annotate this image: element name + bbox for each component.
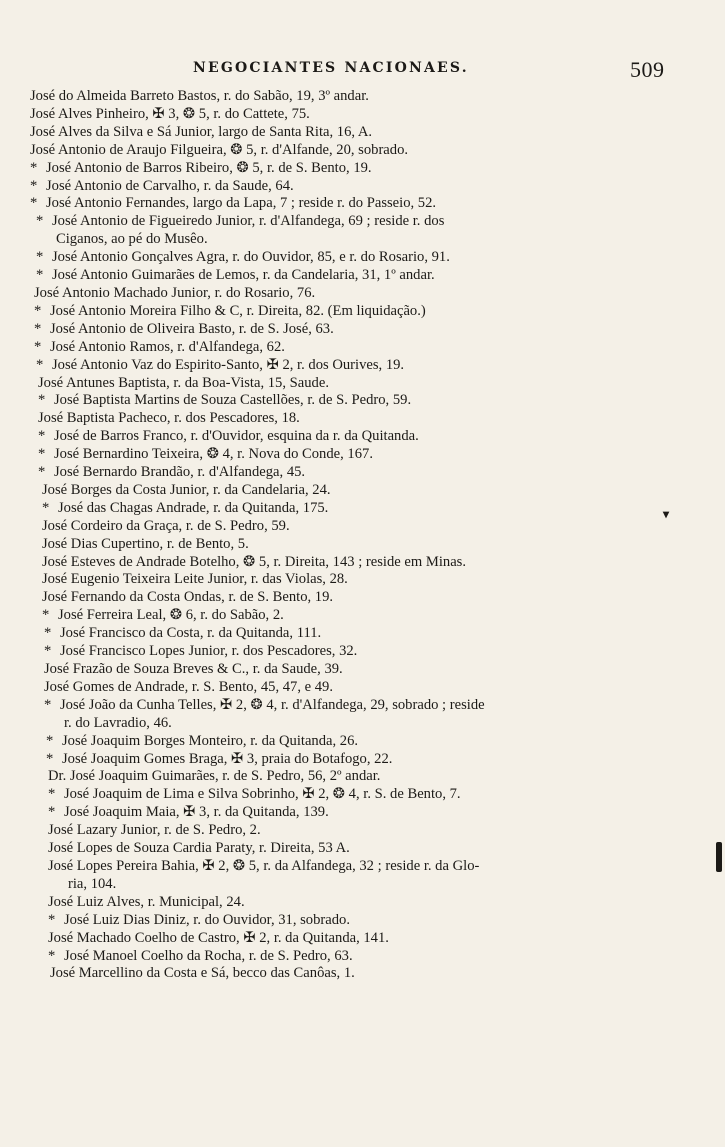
directory-entry (0, 303, 725, 321)
asterisk-mark: * (38, 392, 46, 409)
entry-continuation: Ciganos, ao pé do Musêo. (56, 231, 208, 248)
entry-text: José Francisco Lopes Junior, r. dos Pescadores, 32. (60, 643, 358, 660)
entry-text: José Machado Coelho de Castro, ✠ 2, r. da Quitanda, 141. (48, 929, 389, 946)
page-header (0, 57, 725, 84)
entry-continuation: r. do Lavradio, 46. (64, 714, 172, 731)
directory-entry (0, 339, 725, 357)
asterisk-mark: * (46, 750, 54, 767)
asterisk-mark: * (34, 320, 42, 337)
entry-text: José Antonio Moreira Filho & C, r. Direita, 82. (Em liquidação.) (50, 302, 426, 319)
entry-text: José Cordeiro da Graça, r. de S. Pedro, 59. (42, 517, 290, 534)
directory-entry (0, 733, 725, 751)
directory-entry (0, 894, 725, 912)
asterisk-mark: * (44, 625, 52, 642)
asterisk-mark: * (38, 446, 46, 463)
entry-text: José Manoel Coelho da Rocha, r. de S. Pedro, 63. (64, 947, 353, 964)
entry-text: José Ferreira Leal, ❂ 6, r. do Sabão, 2. (58, 607, 284, 624)
entry-text: José Antonio de Figueiredo Junior, r. d'Alfandega, 69 ; reside r. dos (52, 213, 445, 230)
asterisk-mark: * (48, 911, 56, 928)
entry-text: José Baptista Pacheco, r. dos Pescadores, 18. (38, 410, 300, 427)
asterisk-mark: * (36, 267, 44, 284)
entry-text: José Francisco da Costa, r. da Quitanda, 111. (60, 625, 322, 642)
directory-entry (0, 768, 725, 786)
entry-text: José das Chagas Andrade, r. da Quitanda, 175. (58, 499, 329, 516)
entry-text: José Fernando da Costa Ondas, r. de S. Bento, 19. (42, 589, 334, 606)
entry-text: José Marcellino da Costa e Sá, becco das Canôas, 1. (50, 965, 355, 982)
entry-text: José Antonio Vaz do Espirito-Santo, ✠ 2, r. dos Ourives, 19. (52, 356, 405, 373)
entry-text: José Frazão de Souza Breves & C., r. da Saude, 39. (44, 661, 343, 677)
directory-entry (0, 697, 725, 733)
entry-text: José Antunes Baptista, r. da Boa-Vista, 15, Saude. (38, 374, 329, 391)
margin-speck: ▾ (663, 507, 670, 521)
entry-text: José Antonio de Araujo Filgueira, ❂ 5, r. d'Alfande, 20, sobrado. (30, 141, 409, 158)
directory-entry (0, 124, 725, 142)
asterisk-mark: * (38, 428, 46, 445)
entry-text: José Antonio de Oliveira Basto, r. de S. José, 63. (50, 320, 334, 337)
entry-text: José Baptista Martins de Souza Castellões, r. de S. Pedro, 59. (54, 392, 412, 409)
directory-entry (0, 357, 725, 375)
directory-entry (0, 858, 725, 894)
directory-entry (0, 500, 725, 518)
asterisk-mark: * (30, 195, 38, 212)
asterisk-mark: * (48, 947, 56, 964)
entry-text: José Joaquim Gomes Braga, ✠ 3, praia do Botafogo, 22. (62, 750, 393, 767)
asterisk-mark: * (42, 499, 50, 516)
directory-entry (0, 464, 725, 482)
directory-entry (0, 948, 725, 966)
directory-entry (0, 804, 725, 822)
entry-text: José Antonio de Carvalho, r. da Saude, 64. (46, 177, 294, 194)
entry-text: José Joaquim de Lima e Silva Sobrinho, ✠ 2, ❂ 4, r. S. de Bento, 7. (64, 786, 461, 803)
asterisk-mark: * (38, 464, 46, 481)
directory-entry (0, 482, 725, 500)
directory-entry (0, 625, 725, 643)
directory-entry (0, 536, 725, 554)
entry-text: José Gomes de Andrade, r. S. Bento, 45, 47, e 49. (44, 678, 334, 695)
directory-entry (0, 178, 725, 196)
directory-entry (0, 554, 725, 572)
directory-entry (0, 195, 725, 213)
entry-text: José Borges da Costa Junior, r. da Candelaria, 24. (42, 481, 331, 498)
asterisk-mark: * (34, 338, 42, 355)
asterisk-mark: * (44, 643, 52, 660)
entry-text: José Luiz Dias Diniz, r. do Ouvidor, 31, sobrado. (64, 911, 350, 928)
page-edge-mark (716, 842, 722, 872)
directory-entry (0, 267, 725, 285)
entry-text: José Alves Pinheiro, ✠ 3, ❂ 5, r. do Cattete, 75. (30, 105, 310, 122)
directory-entry (0, 375, 725, 393)
entry-text: José Antonio Fernandes, largo da Lapa, 7 ; reside r. do Passeio, 52. (46, 195, 437, 212)
entry-text: José Antonio Gonçalves Agra, r. do Ouvidor, 85, e r. do Rosario, 91. (52, 249, 450, 266)
asterisk-mark: * (42, 607, 50, 624)
directory-entry (0, 607, 725, 625)
directory-entry (0, 786, 725, 804)
entry-text: José Esteves de Andrade Botelho, ❂ 5, r. Direita, 143 ; reside em Minas. (42, 553, 467, 570)
entry-text: José Antonio Ramos, r. d'Alfandega, 62. (50, 338, 285, 355)
directory-entry (0, 589, 725, 607)
asterisk-mark: * (44, 696, 52, 713)
directory-entry (0, 410, 725, 428)
page-number: 509 (630, 57, 665, 82)
entry-text: José Lazary Junior, r. de S. Pedro, 2. (48, 822, 261, 839)
directory-entry (0, 428, 725, 446)
directory-entry (0, 88, 725, 106)
entry-text: Dr. José Joaquim Guimarães, r. de S. Pedro, 56, 2º andar. (48, 768, 381, 785)
asterisk-mark: * (30, 159, 38, 176)
directory-entry (0, 518, 725, 536)
entry-text: José Alves da Silva e Sá Junior, largo de Santa Rita, 16, A. (30, 123, 373, 140)
directory-entry (0, 321, 725, 339)
asterisk-mark: * (48, 804, 56, 821)
entry-text: José de Barros Franco, r. d'Ouvidor, esquina da r. da Quitanda. (54, 428, 419, 445)
asterisk-mark: * (48, 786, 56, 803)
asterisk-mark: * (36, 249, 44, 266)
entry-text: José Eugenio Teixeira Leite Junior, r. das Violas, 28. (42, 571, 348, 588)
entry-text: José Joaquim Maia, ✠ 3, r. da Quitanda, 139. (64, 804, 329, 821)
entry-text: José Bernardino Teixeira, ❂ 4, r. Nova do Conde, 167. (54, 446, 373, 463)
entry-text: José Lopes de Souza Cardia Paraty, r. Direita, 53 A. (48, 840, 350, 857)
entry-text: José Joaquim Borges Monteiro, r. da Quitanda, 26. (62, 732, 359, 749)
directory-entry (0, 751, 725, 769)
asterisk-mark: * (36, 213, 44, 230)
merchant-list (0, 88, 725, 983)
directory-entry (0, 249, 725, 267)
directory-entry (0, 643, 725, 661)
section-title: NEGOCIANTES NACIONAES. (193, 60, 469, 76)
directory-entry (0, 679, 725, 697)
entry-text: José João da Cunha Telles, ✠ 2, ❂ 4, r. d'Alfandega, 29, sobrado ; reside (60, 696, 485, 713)
entry-text: José Antonio Guimarães de Lemos, r. da Candelaria, 31, 1º andar. (52, 267, 435, 284)
entry-text: José Dias Cupertino, r. de Bento, 5. (42, 535, 249, 552)
entry-continuation: ria, 104. (68, 875, 117, 892)
entry-text: José do Almeida Barreto Bastos, r. do Sabão, 19, 3º andar. (30, 88, 369, 104)
asterisk-mark: * (36, 356, 44, 373)
directory-entry (0, 392, 725, 410)
asterisk-mark: * (30, 177, 38, 194)
asterisk-mark: * (34, 302, 42, 319)
directory-entry (0, 446, 725, 464)
directory-entry (0, 571, 725, 589)
directory-entry (0, 213, 725, 249)
directory-entry (0, 912, 725, 930)
asterisk-mark: * (46, 732, 54, 749)
entry-text: José Antonio de Barros Ribeiro, ❂ 5, r. de S. Bento, 19. (46, 159, 372, 176)
directory-entry (0, 285, 725, 303)
directory-entry (0, 106, 725, 124)
directory-entry (0, 160, 725, 178)
directory-entry (0, 965, 725, 983)
entry-text: José Bernardo Brandão, r. d'Alfandega, 45. (54, 464, 306, 481)
directory-entry (0, 840, 725, 858)
entry-text: José Lopes Pereira Bahia, ✠ 2, ❂ 5, r. da Alfandega, 32 ; reside r. da Glo- (48, 857, 480, 874)
directory-entry (0, 142, 725, 160)
entry-text: José Luiz Alves, r. Municipal, 24. (48, 893, 245, 910)
entry-text: José Antonio Machado Junior, r. do Rosario, 76. (34, 284, 316, 301)
directory-entry (0, 930, 725, 948)
directory-entry (0, 661, 725, 679)
directory-entry (0, 822, 725, 840)
